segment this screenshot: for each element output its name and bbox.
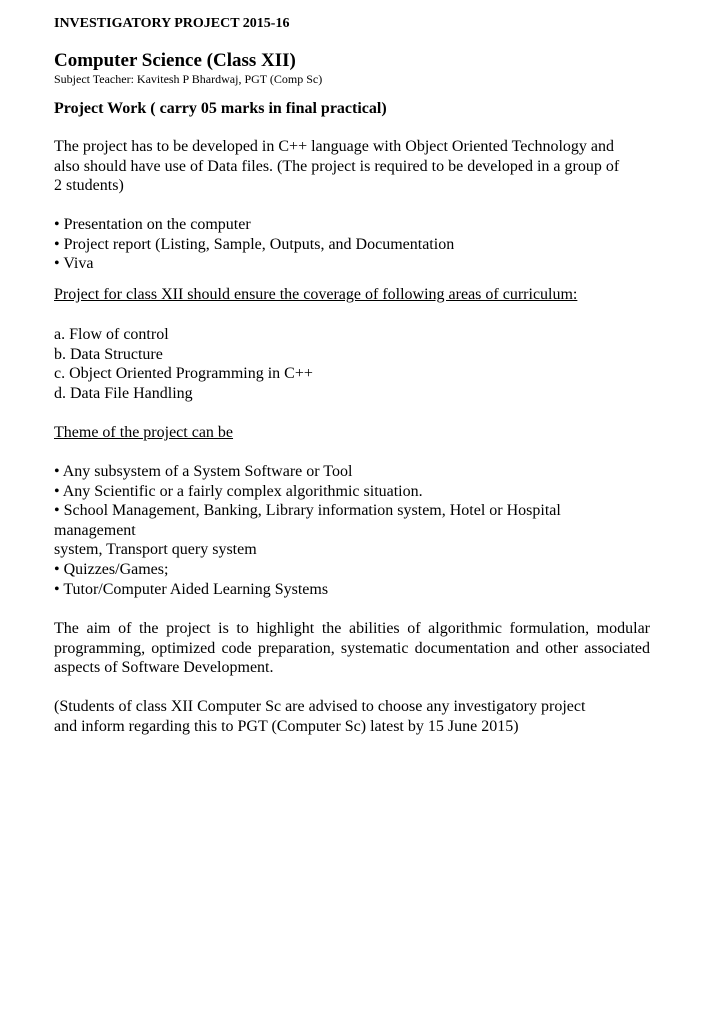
list-item: system, Transport query system (54, 541, 257, 559)
project-components-list (54, 215, 454, 274)
aim-paragraph: The aim of the project is to highlight the abilities of algorithmic formulation, modular programming, optimized code preparation, systematic documentation and other associated aspects of Software Development. (54, 620, 650, 677)
list-item: a. Flow of control (54, 326, 169, 343)
list-item: • Project report (Listing, Sample, Outputs, and Documentation (54, 235, 455, 253)
list-item: • Tutor/Computer Aided Learning Systems (54, 580, 329, 598)
curriculum-areas-list (54, 325, 313, 403)
list-item: c. Object Oriented Programming in C++ (54, 365, 313, 383)
intro-line: 2 students) (54, 177, 124, 195)
list-item: • Any Scientific or a fairly complex algorithmic situation. (54, 482, 423, 500)
list-item: • Quizzes/Games; (54, 560, 169, 578)
theme-heading: Theme of the project can be (54, 424, 234, 441)
note-line: (Students of class XII Computer Sc are advised to choose any investigatory project (54, 698, 586, 715)
project-title: INVESTIGATORY PROJECT 2015-16 (54, 16, 290, 31)
intro-line: The project has to be developed in C++ language with Object Oriented Technology and (54, 138, 615, 155)
list-item: management (54, 521, 136, 539)
list-item: • Presentation on the computer (54, 216, 251, 233)
theme-list (54, 462, 561, 599)
list-item: • Viva (54, 255, 94, 273)
curriculum-heading: Project for class XII should ensure the coverage of following areas of curriculum: (54, 286, 578, 303)
list-item: • School Management, Banking, Library information system, Hotel or Hospital (54, 502, 561, 520)
note-line: and inform regarding this to PGT (Computer Sc) latest by 15 June 2015) (54, 717, 519, 735)
list-item: b. Data Structure (54, 345, 163, 363)
subject-title: Computer Science (Class XII) (54, 50, 296, 71)
intro-line: also should have use of Data files. (The project is required to be developed in a group of (54, 157, 620, 175)
list-item: • Any subsystem of a System Software or Tool (54, 463, 353, 480)
subject-teacher: Subject Teacher: Kavitesh P Bhardwaj, PGT (Comp Sc) (54, 72, 323, 86)
list-item: d. Data File Handling (54, 384, 193, 402)
project-work-heading: Project Work ( carry 05 marks in final practical) (54, 100, 387, 117)
project-intro (54, 137, 619, 196)
note-paragraph (54, 697, 585, 736)
